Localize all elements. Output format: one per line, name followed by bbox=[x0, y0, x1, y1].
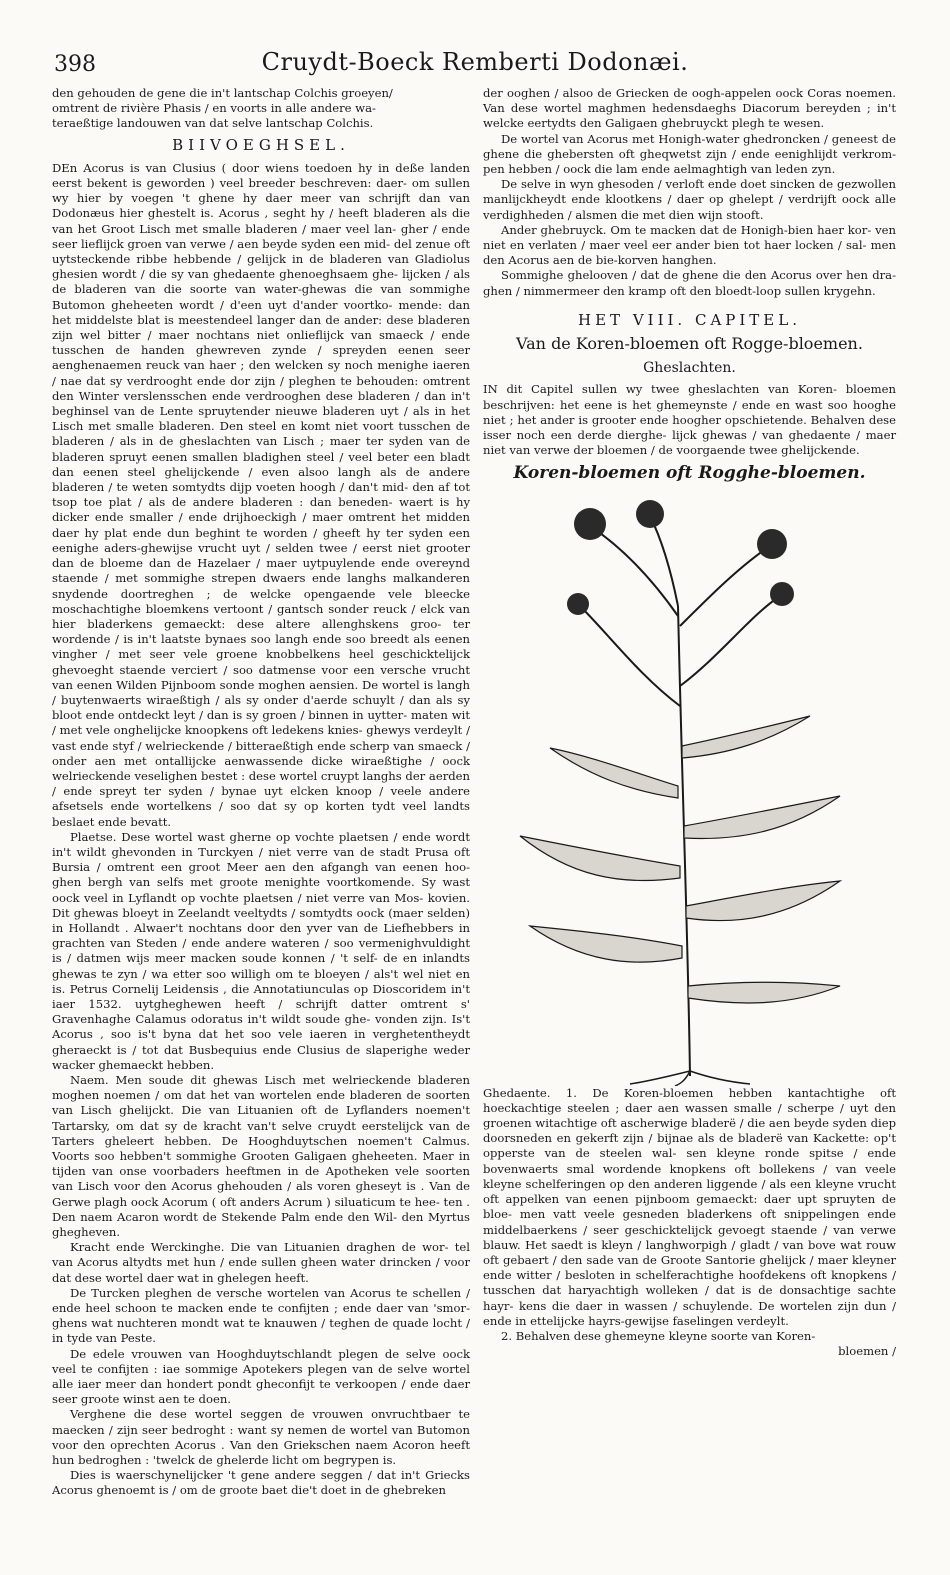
paragraph-kracht: Kracht ende Werckinghe. Die van Lituanien draghen de wor- tel van Acorus altydts met hun / ende sullen gheen water drincken / voor dat dese wortel daer wat in ghelegen heeft. bbox=[52, 1240, 470, 1285]
paragraph-plaetse: Plaetse. Dese wortel wast gherne op vochte plaetsen / ende wordt in't wildt ghevonden in Turckyen / niet verre van de stadt Prusa oft Bursia / omtrent een groot Meer aen den afgangh van eenen hoo- ghen bergh van selfs met groote menighte voortkomende. Sy wast oock veel in Lyflandt op vochte plaetsen / niet verre van Mos- kovien. Dit ghewas bloeyt in Zeelandt veeltydts / somtydts oock (maer selden) in Hollandt . Alwaer't nochtans door den yver van de Liefhebbers in grachten van Steden / ende andere wateren / soo vermenighvuldight is / datmen wijs meer macken soude konnen / 't self- de en inlandts ghewas te zyn / wa etter soo willigh om te bloeyen / als't wel niet en is. Petrus Cornelij Leidensis , die Annotatiunculas op Dioscoridem in't iaer 1532. uytgheghewen heeft / schrijft datter omtrent s' Gravenhaghe Calamus odoratus in't wildt soude ghe- vonden zijn. Is't Acorus , soo is't byna dat het soo vele iaeren in verghetentheydt gheraeckt is / tot dat Busbequius ende Clusius de slaperighe weder wacker ghemaeckt hebben. bbox=[52, 829, 470, 1072]
right-column bbox=[483, 86, 896, 1359]
paragraph-ander-ghebruyck: Ander ghebruyck. Om te macken dat de Honigh-bien haer kor- ven niet en verlaten / maer veel eer ander bien tot haer locken / sal- men den Acorus aen de bie-korven hanghen. bbox=[483, 222, 896, 268]
intro-line: teraeßtige landouwen van dat selve lantschap Colchis. bbox=[52, 116, 374, 131]
paragraph-ghedaente: Ghedaente. 1. De Koren-bloemen hebben kantachtighe oft hoeckachtige steelen ; daer aen wassen smalle / scherpe / uyt den groenen witachtige oft ascherwige bladerë / die aen beyde syden diep doorsneden en gekerft zijn / bijnae als de bladerë van Kackette: op't opperste van de steelen wal- sen kleyne ronde spitse / ende bovenwaerts smal wordende knopkens oft bollekens / van veele kleyne schelferingen op den anderen liggende / als een kleyne vrucht oft appelken van eenen pijnboom gemaeckt: daer upt spruyten de bloe- men vatt veele gesneden bladerkens oft snippelingen ende middelbaerkens / seer geschicktelijck gevoegt staende / van verwe blauw. Het saedt is kleyn / langhworpigh / gladt / van bove wat rouw oft gebaert / den sade van de Groote Santorie ghelijck / maer kleyner ende witter / besloten in schelferachtighe hoofdekens oft knopkens / tusschen dat haryachtigh wolleken / dat is de donsachtige sachte hayr- kens die daer in wassen / schuylende. De wortelen zijn dun / ende in ettelijcke hayrs-gewijse faselingen verdeylt. bbox=[483, 1085, 896, 1328]
section-heading: BIIVOEGHSEL. bbox=[172, 135, 350, 154]
page-header bbox=[40, 46, 910, 86]
paragraph-gheslachten: IN dit Capitel sullen wy twee gheslachten van Koren- bloemen beschrijven: het eene is het ghemeynste / ende en wast soo hooghe niet ; het ander is grooter ende hoogher opschietende. Behalven dese isser noch een derde dierghe- lijck ghewas / van ghedaente / maer niet van verwe der bloemen / de voorgaende twee ghelijckende. bbox=[483, 382, 896, 458]
paragraph-ooghen: der ooghen / alsoo de Griecken de oogh-appelen oock Coras noemen. Van dese wortel maghmen hedensdaeghs Diacorum bereyden ; in't welcke eertydts den Galigaen ghebruyckt plegh te wesen. bbox=[483, 86, 896, 131]
paragraph-honigh-water: De wortel van Acorus met Honigh-water ghedroncken / geneest de ghene die ghebersten oft gheqwetst zijn / ende eenighlijdt verkrom- pen hebben / oock die lam ende aelmaghtigh van leden zyn. bbox=[483, 131, 896, 177]
catchword: bloemen / bbox=[838, 1344, 896, 1359]
cornflower-illustration bbox=[510, 486, 870, 1086]
paragraph-griecks: Dies is waerschynelijcker 't gene andere seggen / dat in't Griecks Acorus ghenoemt is / om de groote baet die't doet in de ghebreken bbox=[52, 1468, 470, 1498]
chapter-title: Van de Koren-bloemen oft Rogge-bloemen. bbox=[516, 334, 863, 354]
running-title: Cruydt-Boeck Remberti Dodonæi. bbox=[261, 48, 689, 76]
paragraph-naem: Naem. Men soude dit ghewas Lisch met welrieckende bladeren moghen noemen / om dat het van wortelen ende bladeren de soorten van Lisch ghelijckt. Die van Lituanien oft de Lyflanders noemen't Tartarsky, om dat sy de kracht van't selve cruydt eerstelijck van de Tarters gheleert hebben. De Hooghduytschen noemen't Calmus. Voorts soo hebben't sommighe Grooten Galigaen gheheeten. Maer in tijden van onse voorbaders heeftmen in de Apotheken vele soorten van Lisch voor den Acorus ghehouden / als voren gheseyt is . Van de Gerwe plagh oock Acorum ( oft anders Acrum ) siluaticum te hee- ten . Den naem Acaron wordt de Stekende Palm ende den Wil- den Myrtus ghegheven. bbox=[52, 1073, 470, 1240]
figure-caption: Koren-bloemen oft Rogghe-bloemen. bbox=[513, 463, 866, 484]
subheading-gheslachten: Gheslachten. bbox=[643, 360, 736, 377]
paragraph-closing: 2. Behalven dese ghemeyne kleyne soorte van Koren- bbox=[501, 1328, 816, 1343]
chapter-heading: HET VIII. CAPITEL. bbox=[578, 310, 801, 329]
page-number: 398 bbox=[54, 52, 96, 77]
paragraph-sommighe: Sommighe ghelooven / dat de ghene die den Acorus over hen dra- ghen / nimmermeer den kramp oft den bloedt-loop sullen krygehn. bbox=[483, 268, 896, 298]
paragraph-bedroght: Verghene die dese wortel seggen de vrouwen onvruchtbaer te maecken / zijn seer bedroght : want sy nemen de wortel van Butomon voor den oprechten Acorus . Van den Griekschen naem Acoron heeft hun bedroghen : 'twelck de ghelerde licht om begrypen is. bbox=[52, 1407, 470, 1468]
intro-line: den gehouden de gene die in't lantschap Colchis groeyen/ bbox=[52, 86, 393, 100]
left-column bbox=[52, 86, 470, 1499]
paragraph-wyn: De selve in wyn ghesoden / verloft ende doet sincken de gezwollen manlijckheydt ende klootkens / daer op ghelept / verdrijft oock alle verdighheden / alsmen die met dien wijn stooft. bbox=[483, 177, 896, 222]
paragraph-description: DEn Acorus is van Clusius ( door wiens toedoen hy in deße landen eerst bekent is geworden ) veel breeder beschreven: daer- om sullen wy hier by voegen 't ghene hy daer meer van schrijft dan van Dodonæus hier ghestelt is. Acorus , seght hy / heeft bladeren als die van het Groot Lisch met smalle bladeren / maer veel lan- gher / ende seer lieflijck groen van verwe / aen beyde syden een mid- del zenue oft uytsteckende ribbe hebbende / gelijck in de bladeren van Gladiolus ghesien wordt / die sy van ghedaente ghenoeghsaem ghe- lijcken / als de bladeren van die soorte van water-ghewas die van sommighe Butomon gheheeten wordt / d'een uyt d'ander voortko- mende: dan het middelste blat is meestendeel langer dan de ander: dese bladeren zijn wel bitter / maer nochtans niet onlieflijck van smaeck / ende tusschen de handen ghewreven zynde / spreyden eenen seer aenghenaemen reuck van haer ; den welcken sy noch menighe iaeren / nae dat sy verdrooght ende dor zijn / pleghen te behouden: omtrent den Winter verslensschen ende verdrooghen dese bladeren / dan in't beghinsel van de Lente spruytender nieuwe bladeren uyt / als in het Lisch met smalle bladeren. Den steel en komt niet voort tusschen de bladeren / als in de gheslachten van Lisch ; maer ter syden van de bladeren spruyt eenen smallen bladighen steel / veel beter een bladt dan eenen steel ghelijckende / even alsoo langh als de andere bladeren / te weten somtydts dijp voeten hoogh / dan't mid- den af tot tsop toe plat / als de andere bladeren : dan beneden- waert is hy dicker ende smaller / ende drijhoeckigh / maer omtrent het midden daer hy plat ende dun beghint te worden / gheeft hy ter syden een eenighe aders-ghewijse vrucht uyt / selden twee / eerst niet grooter dan de bloeme dan de Hazelaer / maer uytpuylende ende overeynd staende / met sommighe strepen dwaers ende langhs malkanderen snydende doortreghen ; de welcke opengaende vele bleecke moschachtighe bloemkens vertoont / gantsch sonder reuck / elck van hier bladerkens gemaeckt: dese altere allenghskens groo- ter wordende / is in't laatste bynaes soo langh ende soo breedt als eenen vingher / met seer vele groene knobbelkens heel geschicktelijck ghevoeght staende verciert / soo datmense voor een versche vrucht van eenen Wilden Pijnboom sonde moghen aensien. De wortel is langh / buytenwaerts wiraeßtigh / als sy onder d'aerde schuylt / dan als sy bloot ende ontdeckt leyt / dan is sy groen / binnen in uytter- maten wit / met vele onghelijcke knoopkens oft ledekens knies- ghewys verdeylt / vast ende styf / welrieckende / bitteraeßtigh ende scherp van smaeck / onder aen met ontallijcke aenwassende dicke wiraeßtighe / oock welrieckende veselighen bestet : dese wortel cruypt langhs der aerden / ende spreyt ter syden / bynae uyt elcken knoop / veele andere afsetsels ende wortelkens / soo dat sy op korten tydt veel landts beslaet ende bevatt. bbox=[52, 160, 470, 829]
paragraph-turcken: De Turcken pleghen de versche wortelen van Acorus te schellen / ende heel schoon te macken ende te confijten ; ende daer van 'smor- ghens wat nuchteren mondt wat te knauwen / teghen de quade locht / in tyde van Peste. bbox=[52, 1285, 470, 1346]
intro-line: omtrent de rivière Phasis / en voorts in alle andere wa- bbox=[52, 101, 376, 116]
paragraph-vrouwen: De edele vrouwen van Hooghduytschlandt plegen de selve oock veel te confijten : iae sommige Apotekers plegen van de selve wortel alle iaer meer dan hondert pondt gheconfijt te verkoopen / ende daer seer groote winst aen te doen. bbox=[52, 1346, 470, 1407]
